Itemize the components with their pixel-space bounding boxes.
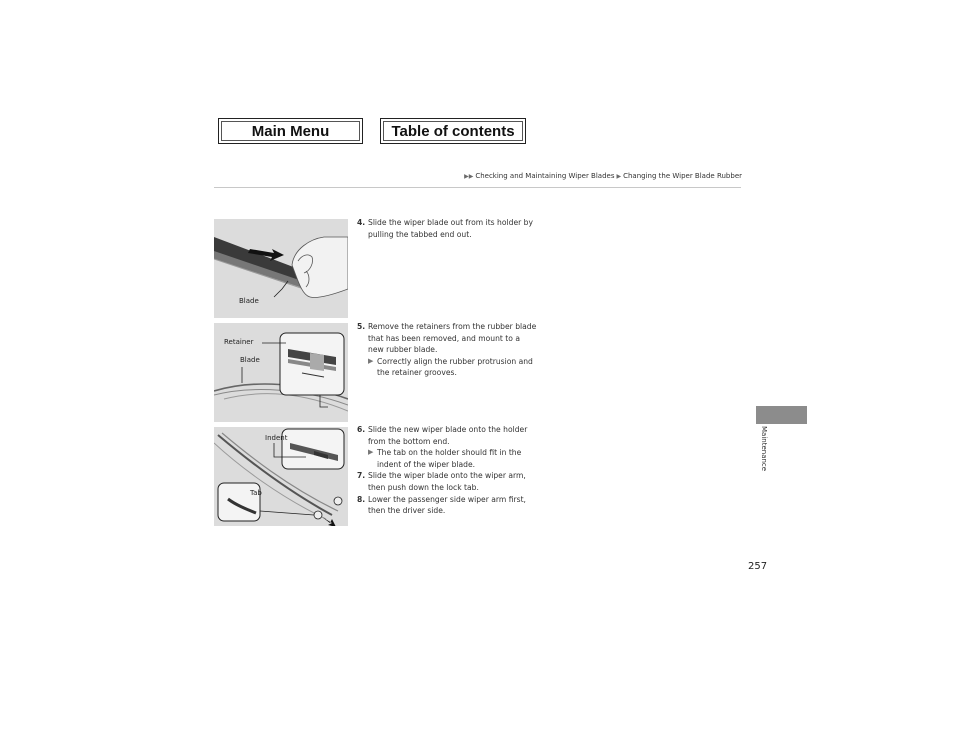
step-number: 5. (357, 322, 366, 331)
figure-blade-removal (214, 219, 348, 318)
arrow-icon: ▶ (368, 448, 374, 457)
arrow-icon: ▶ (368, 356, 374, 365)
breadcrumb-arrow-icon: ▶ (616, 172, 622, 180)
figure-blade-install (214, 427, 348, 526)
figure-retainer-removal (214, 323, 348, 422)
section-label: Maintenance (760, 426, 768, 472)
indent-label: Indent (265, 434, 288, 442)
step-number: 6. (357, 425, 366, 434)
section-tab (756, 406, 807, 424)
blade-label: Blade (239, 297, 259, 305)
steps-6-8 (357, 424, 537, 517)
step-note: The tab on the holder should fit in the indent of the wiper blade. (377, 448, 522, 469)
breadcrumb (464, 172, 742, 180)
breadcrumb-level2[interactable]: Changing the Wiper Blade Rubber (623, 172, 742, 180)
breadcrumb-level1[interactable]: Checking and Maintaining Wiper Blades (475, 172, 615, 180)
blade-label: Blade (240, 356, 260, 364)
step-number: 8. (357, 494, 366, 504)
step-number: 7. (357, 471, 366, 481)
table-of-contents-button[interactable]: Table of contents (380, 118, 526, 144)
tab-label: Tab (250, 489, 262, 497)
retainer-label: Retainer (224, 338, 254, 346)
breadcrumb-arrow-icon: ▶▶ (464, 172, 474, 180)
main-menu-button[interactable]: Main Menu (218, 118, 363, 144)
step-text: Lower the passenger side wiper arm first, then the driver side. (368, 494, 526, 516)
step-text: Remove the retainers from the rubber blade that has been removed, and mount to a new rubber blade. (368, 322, 537, 355)
blade-removal-illustration (214, 219, 348, 318)
step-text: Slide the wiper blade onto the wiper arm, then push down the lock tab. (368, 471, 526, 492)
page-number: 257 (748, 561, 768, 572)
step-number: 4. (357, 218, 366, 227)
step-text: Slide the new wiper blade onto the holder from the bottom end. (368, 425, 528, 446)
step-text: Slide the wiper blade out from its holder by pulling the tabbed end out. (368, 218, 533, 239)
step-4 (357, 217, 537, 240)
step-note: Correctly align the rubber protrusion and the retainer grooves. (377, 356, 533, 378)
step-5 (357, 321, 537, 379)
header-divider (214, 187, 741, 188)
